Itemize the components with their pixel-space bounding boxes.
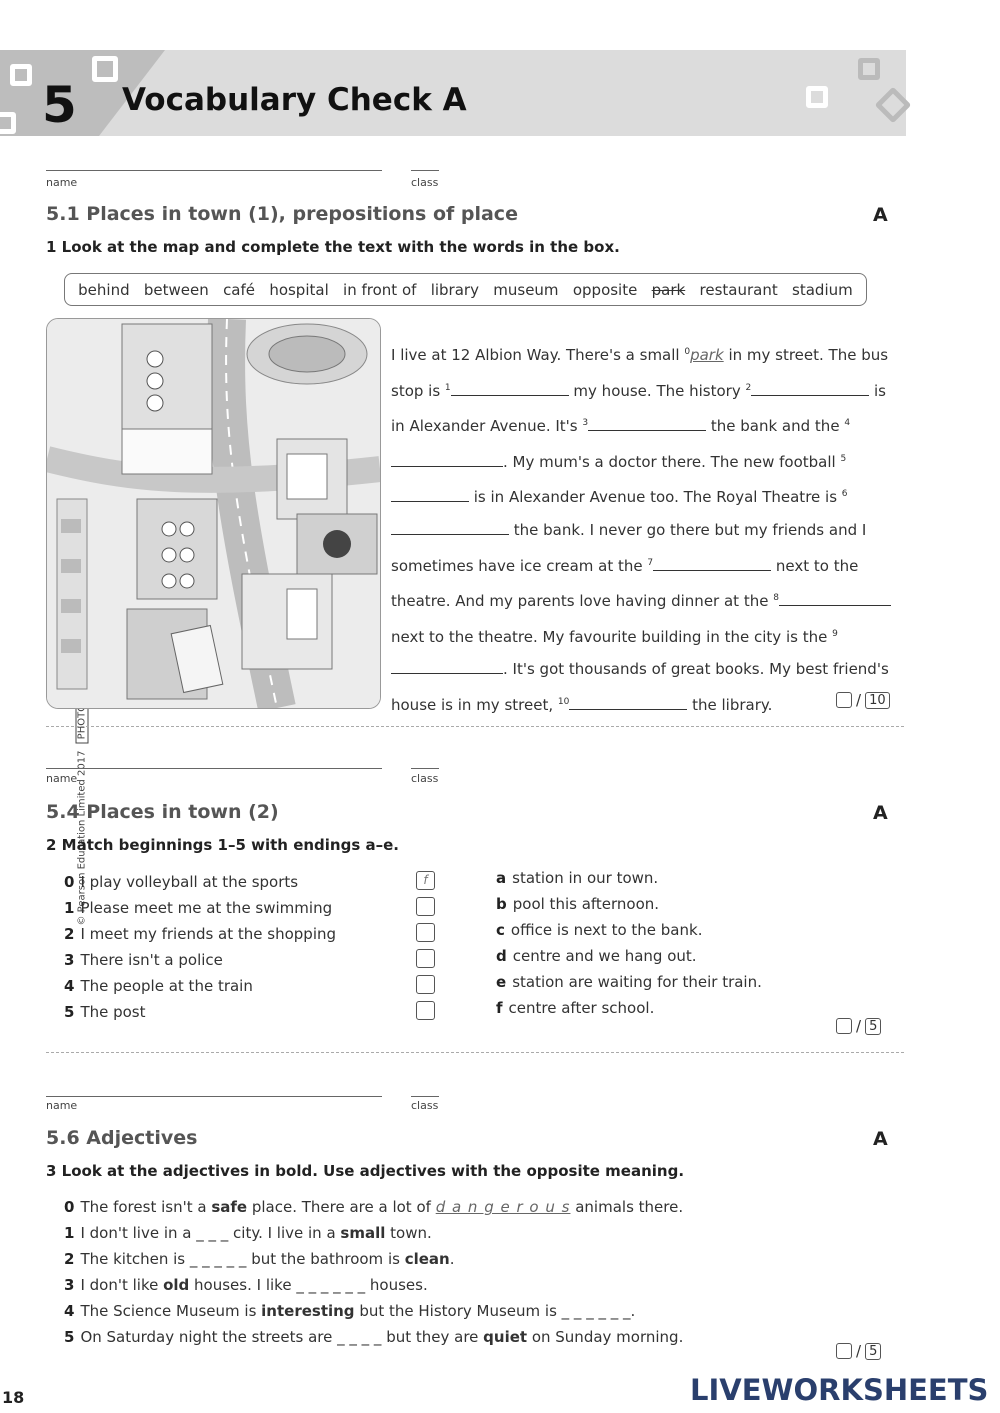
answer-gap-2[interactable]: _ _ _ _ _ bbox=[189, 1250, 247, 1268]
section-title: 5.6 Adjectives bbox=[46, 1127, 198, 1149]
answer-blank-9[interactable] bbox=[391, 659, 503, 674]
page-title: Vocabulary Check A bbox=[122, 82, 467, 118]
score-total: 5 bbox=[865, 1018, 881, 1035]
score-total: 10 bbox=[865, 692, 890, 709]
example-answer: d a n g e r o u s bbox=[435, 1198, 571, 1216]
list-item: 1 Please meet me at the swimming bbox=[64, 899, 333, 917]
class-field[interactable] bbox=[411, 1096, 439, 1097]
list-item: a station in our town. bbox=[496, 869, 659, 887]
name-label: name bbox=[46, 176, 78, 189]
answer-gap-3[interactable]: _ _ _ _ _ _ bbox=[296, 1276, 366, 1294]
score-total: 5 bbox=[865, 1343, 881, 1360]
list-item: b pool this afternoon. bbox=[496, 895, 660, 913]
name-label: name bbox=[46, 772, 78, 785]
word: stadium bbox=[792, 280, 853, 299]
divider bbox=[46, 1052, 904, 1053]
answer-box-1[interactable] bbox=[416, 897, 435, 916]
list-item: 1 I don't live in a _ _ _ city. I live in a small town. bbox=[64, 1224, 432, 1242]
decor-square bbox=[92, 56, 118, 82]
copyright-sidebar: © Pearson Education Limited 2017 bbox=[77, 626, 88, 926]
answer-box-5[interactable] bbox=[416, 1001, 435, 1020]
name-field[interactable] bbox=[46, 170, 382, 171]
cloze-paragraph: I live at 12 Albion Way. There's a small $^0$park in my street. The bus stop is $^1$ my house. The history $^2$ is in Alexander Avenue. It's $^3$ the bank and the $^4$. My mum's a doctor there. The new football $^5$ is in Alexander Avenue too. The Royal Theatre is $^6$ the bank. I never go there but my friends and I sometimes have ice cream at the $^7$ next to the theatre. And my parents love having dinner at the $^8$ next to the theatre. My favourite building in the city is the $^9$. It's got thousands of great books. My best friend's house is in my street, $^{10}$ the library. bbox=[391, 336, 896, 722]
list-item: e station are waiting for their train. bbox=[496, 973, 762, 991]
match-boxes bbox=[416, 871, 435, 1020]
name-field[interactable] bbox=[46, 768, 382, 769]
instruction: 3 Look at the adjectives in bold. Use adjectives with the opposite meaning. bbox=[46, 1162, 685, 1180]
answer-gap-4[interactable]: _ _ _ _ _ _ bbox=[561, 1302, 631, 1320]
score-box: / 5 bbox=[836, 1342, 881, 1360]
list-item: 5 On Saturday night the streets are _ _ _ _ but they are quiet on Sunday morning. bbox=[64, 1328, 684, 1346]
score-box: / 10 bbox=[836, 691, 890, 709]
watermark-logo: LIVEWORKSHEETS bbox=[690, 1373, 989, 1407]
section-title: 5.1 Places in town (1), prepositions of place bbox=[46, 203, 518, 225]
decor-square bbox=[858, 58, 880, 80]
score-box: / 5 bbox=[836, 1017, 881, 1035]
list-item: 5 The post bbox=[64, 1003, 146, 1021]
name-label: name bbox=[46, 1099, 78, 1112]
score-input[interactable] bbox=[836, 1343, 852, 1359]
list-item: 4 The Science Museum is interesting but the History Museum is _ _ _ _ _ _. bbox=[64, 1302, 636, 1320]
list-item: 2 The kitchen is _ _ _ _ _ but the bathroom is clean. bbox=[64, 1250, 455, 1268]
list-item: 0 I play volleyball at the sports bbox=[64, 873, 299, 891]
endings-list bbox=[496, 865, 762, 1021]
section-title: 5.4 Places in town (2) bbox=[46, 801, 279, 823]
list-item: d centre and we hang out. bbox=[496, 947, 697, 965]
word: café bbox=[223, 280, 256, 299]
list-item: 4 The people at the train bbox=[64, 977, 253, 995]
answer-blank-1[interactable] bbox=[451, 381, 569, 396]
list-item: c office is next to the bank. bbox=[496, 921, 703, 939]
list-item: 3 I don't like old houses. I like _ _ _ _ _ _ houses. bbox=[64, 1276, 428, 1294]
score-input[interactable] bbox=[836, 692, 852, 708]
decor-square bbox=[10, 64, 32, 86]
answer-box-3[interactable] bbox=[416, 949, 435, 968]
unit-number: 5 bbox=[42, 76, 77, 134]
decor-square bbox=[806, 86, 828, 108]
answer-box-2[interactable] bbox=[416, 923, 435, 942]
answer-blank-7[interactable] bbox=[653, 556, 771, 571]
section-letter: A bbox=[873, 802, 888, 824]
instruction: 1 Look at the map and complete the text with the words in the box. bbox=[46, 238, 620, 256]
instruction: 2 Match beginnings 1–5 with endings a–e. bbox=[46, 836, 399, 854]
adjectives-list bbox=[64, 1194, 683, 1350]
list-item: 2 I meet my friends at the shopping bbox=[64, 925, 337, 943]
answer-blank-4[interactable] bbox=[391, 452, 503, 467]
answer-gap-1[interactable]: _ _ _ bbox=[196, 1224, 229, 1242]
list-item: f centre after school. bbox=[496, 999, 655, 1017]
word: in front of bbox=[343, 280, 417, 299]
word: between bbox=[143, 280, 209, 299]
decor-square bbox=[0, 112, 16, 134]
word: museum bbox=[493, 280, 559, 299]
answer-box-example: f bbox=[416, 871, 435, 890]
word-box bbox=[64, 273, 867, 306]
section-letter: A bbox=[873, 204, 888, 226]
answer-blank-6[interactable] bbox=[391, 520, 509, 535]
word: restaurant bbox=[699, 280, 778, 299]
example-answer: park bbox=[690, 346, 724, 364]
answer-blank-3[interactable] bbox=[588, 416, 706, 431]
town-map-illustration bbox=[46, 318, 381, 709]
divider bbox=[46, 726, 904, 727]
class-label: class bbox=[411, 176, 439, 189]
answer-blank-10[interactable] bbox=[569, 695, 687, 710]
word: hospital bbox=[269, 280, 329, 299]
answer-box-4[interactable] bbox=[416, 975, 435, 994]
word: behind bbox=[78, 280, 130, 299]
list-item: 3 There isn't a police bbox=[64, 951, 223, 969]
answer-blank-5[interactable] bbox=[391, 487, 469, 502]
word: library bbox=[430, 280, 479, 299]
score-input[interactable] bbox=[836, 1018, 852, 1034]
answer-blank-2[interactable] bbox=[751, 381, 869, 396]
answer-gap-5[interactable]: _ _ _ _ bbox=[337, 1328, 382, 1346]
word-struck: park bbox=[651, 280, 686, 299]
class-label: class bbox=[411, 1099, 439, 1112]
class-field[interactable] bbox=[411, 170, 439, 171]
answer-blank-8[interactable] bbox=[779, 591, 891, 606]
beginnings-list bbox=[64, 869, 336, 1025]
page-number: 18 bbox=[2, 1388, 25, 1407]
class-label: class bbox=[411, 772, 439, 785]
class-field[interactable] bbox=[411, 768, 439, 769]
section-letter: A bbox=[873, 1128, 888, 1150]
list-item: 0 The forest isn't a safe place. There are a lot of d a n g e r o u s animals there. bbox=[64, 1198, 684, 1216]
word: opposite bbox=[572, 280, 638, 299]
name-field[interactable] bbox=[46, 1096, 382, 1097]
